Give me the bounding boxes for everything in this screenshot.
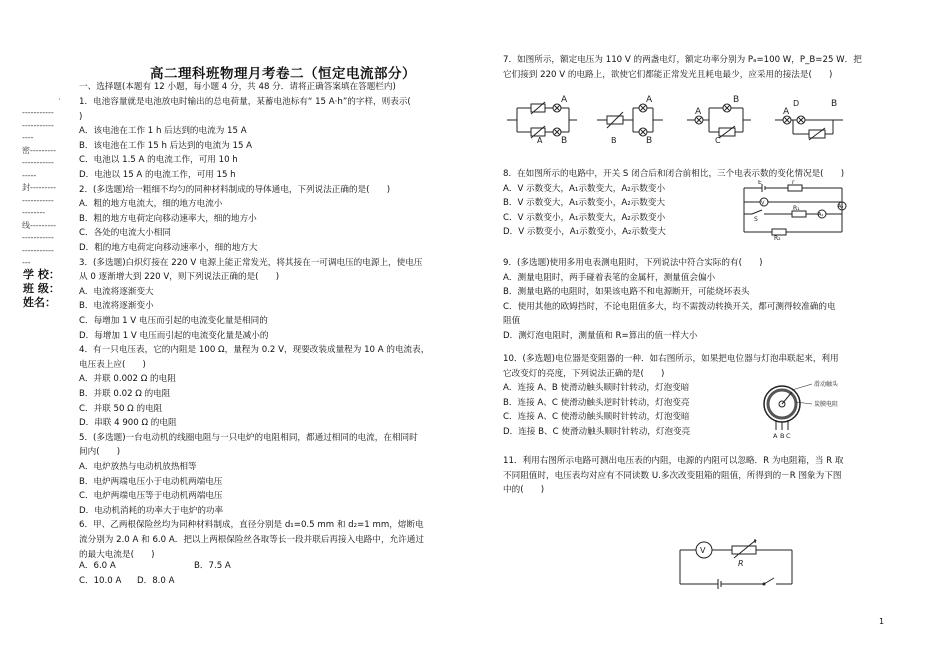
question-line: B．电流将逐渐变小 [79, 301, 154, 312]
question-line: 的最大电流是( ) [79, 549, 155, 560]
margin-line-segment: ----- [22, 170, 37, 180]
q10-ring-label: 炭膜电阻 [814, 401, 839, 408]
q7-circuit-d [775, 116, 843, 140]
question-line: 流分别为 2.0 A 和 6.0 A．把以上两根保险丝各取等长一段并联后再接入电路中，允许通过 [79, 535, 424, 545]
page-title: 高二理科班物理月考卷二（恒定电流部分） [150, 66, 416, 82]
class-label: 班 级： [23, 282, 60, 295]
q6-option-b: B．7.5 A [194, 561, 231, 571]
q7-lamp-b-label: B [561, 136, 568, 144]
margin-line-segment: 线--------- [22, 220, 56, 230]
q6-option-d: D．8.0 A [137, 576, 175, 586]
question-line: 4．有一只电压表，它的内阻是 100 Ω，量程为 0.2 V，现要改装成量程为 10 A 的电流表， [79, 345, 430, 356]
q7-circuit-b [597, 104, 663, 136]
q8-label-r: r [792, 180, 795, 186]
name-label: 姓名： [23, 296, 56, 309]
q7-option-b: B [611, 136, 617, 144]
q8-label-r2: R₂ [774, 235, 781, 240]
question-line: 1．电池容量就是电池放电时输出的总电荷量，某蓄电池标有“ 15 A·h”的字样，则表示( [79, 97, 411, 107]
question-line: C．并联 50 Ω 的电阻 [79, 403, 163, 414]
question-line: C．电池以 1.5 A 的电流工作，可用 10 h [79, 155, 238, 166]
school-label: 学 校： [23, 268, 60, 281]
question-line: C．每增加 1 V 电压而引起的电流变化量是相同的 [79, 316, 268, 326]
margin-line-segment: -------- [22, 208, 46, 217]
question-line: 2．(多选题)给一粗细不均匀的同种材料制成的导体通电，下列说法正确的是( ) [79, 184, 391, 195]
question-line: 6．甲、乙两根保险丝均为同种材料制成，直径分别是 d₁=0.5 mm 和 d₂=1 mm，熔断电 [79, 520, 424, 531]
question-line: B．电炉两端电压小于电动机两端电压 [79, 476, 223, 487]
q8-label-v: V [761, 200, 765, 207]
q6-option-a: A．6.0 A [79, 561, 116, 571]
q10-slider-label: 滑动触头 [814, 381, 839, 388]
question-line: 间内( ) [79, 447, 121, 458]
question-line: A．该电池在工作 1 h 后达到的电流为 15 A [79, 126, 247, 137]
question-line: D．电动机消耗的功率大于电炉的功率 [79, 505, 224, 516]
margin-line-segment: ---- [22, 133, 34, 142]
q7-lamp-a-label: A [561, 95, 568, 105]
question-line: A．测量电阻时，两手碰着表笔的金属杆，测量值会偏小 [503, 272, 716, 283]
question-line: C．各处的电流大小相同 [79, 228, 171, 239]
q7-lamp-a-label: A [783, 107, 790, 117]
question-line: 阻值 [503, 316, 521, 327]
question-line: 3．(多选题)白炽灯接在 220 V 电源上能正常发光，将其接在一可调电压的电源上，使电压 [79, 257, 423, 268]
question-line: 7．如图所示，额定电压为 110 V 的两盏电灯，额定功率分别为 Pₐ=100 W，P_B=25 W．把 [503, 55, 862, 65]
question-line: D．每增加 1 V 电压而引起的电流变化量是减小的 [79, 330, 269, 341]
margin-line-segment: 密--------- [22, 145, 56, 155]
question-line: 10．(多选题)电位器是变阻器的一种．如右图所示，如果把电位器与灯泡串联起来，利用 [503, 354, 839, 364]
q8-label-e: E [758, 180, 762, 186]
question-line: 中的( ) [503, 485, 545, 496]
question-line: D．测灯泡电阻时，测量值和 R=算出的值一样大小 [503, 331, 698, 341]
question-line: 5．(多选题)一台电动机的线圈电阻与一只电炉的电阻相同，都通过相同的电流，在相同时 [79, 432, 418, 443]
question-line: 它们接到 220 V 的电路上，欲使它们都能正常发光且耗电最少，应采用的接法是( ) [503, 69, 833, 80]
q11-resistor-label: R [738, 559, 744, 568]
margin-line-segment: ----------- [22, 233, 54, 242]
question-line: B．测量电路的电阻时，如果该电路不和电源断开，可能烧坏表头 [503, 287, 750, 298]
q7-lamp-b-label: B [646, 136, 653, 144]
question-line: ) [79, 111, 83, 122]
q7-lamp-b-label: B [733, 95, 740, 105]
question-line: B．连接 A、C 使滑动触头逆时针转动，灯泡变亮 [503, 397, 690, 408]
q7-lamp-a-label: A [695, 107, 702, 117]
question-line: B．V 示数变大，A₁示数变小，A₂示数变大 [503, 198, 666, 209]
question-line: C．连接 A、C 使滑动触头顺时针转动，灯泡变暗 [503, 412, 690, 423]
q7-option-d: D [793, 99, 800, 108]
q11-circuit [674, 536, 804, 592]
q10-terminal-b: B [780, 432, 785, 440]
page-number: 1 [879, 617, 885, 626]
margin-line-segment: ----------- [22, 195, 54, 205]
question-line: D．连接 B、C 使滑动触头顺时针转动，灯泡变亮 [503, 427, 691, 437]
q8-circuit [738, 180, 858, 240]
margin-line-segment: ----------- [22, 158, 54, 167]
q8-label-r1: R₁ [793, 205, 800, 212]
question-line: A．电炉放热与电动机放热相等 [79, 462, 197, 472]
q7-option-c: C [715, 136, 721, 144]
margin-dot: · [58, 95, 61, 104]
margin-line-segment: ----------- [22, 108, 54, 117]
question-line: 8．在如图所示的电路中，开关 S 闭合后和闭合前相比，三个电表示数的变化情况是( ) [503, 169, 845, 179]
question-line: A．粗的地方电流大，细的地方电流小 [79, 199, 223, 210]
margin-line-segment: ----------- [22, 245, 54, 255]
q8-label-a1: A₁ [818, 212, 824, 218]
q7-circuits [503, 92, 873, 144]
q7-option-a: A [537, 136, 543, 144]
question-line: C．使用其他的欧姆挡时，不论电阻值多大，均不需拨动转换开关，都可测得较准确的电 [503, 301, 836, 312]
q7-circuit-a [507, 102, 577, 138]
q10-terminal-a: A [773, 432, 778, 440]
margin-line-segment: ----------- [22, 120, 54, 130]
question-line: 它改变灯的亮度，下列说法正确的是( ) [503, 368, 665, 379]
question-line: D．V 示数变小，A₁示数变小，A₂示数变大 [503, 227, 666, 238]
question-line: D．电池以 15 A 的电流工作，可用 15 h [79, 170, 236, 180]
question-line: A．电流将逐渐变大 [79, 286, 154, 297]
question-line: C．V 示数变小，A₁示数变大，A₂示数变小 [503, 212, 666, 223]
q8-label-s: S [754, 216, 758, 223]
question-line: A．并联 0.002 Ω 的电阻 [79, 374, 176, 385]
question-line: D．粗的地方电荷定向移动速率小，细的地方大 [79, 243, 258, 253]
question-line: 电压表上应( ) [79, 359, 146, 370]
question-line: 9．(多选题)使用多用电表测电阻时，下列说法中符合实际的有( ) [503, 258, 763, 268]
margin-line-segment: --- [22, 258, 31, 267]
question-line: B．并联 0.02 Ω 的电阻 [79, 389, 171, 399]
question-line: 从 0 逐渐增大到 220 V，则下列说法正确的是( ) [79, 272, 280, 283]
q8-label-a2: A₂ [838, 204, 844, 210]
q6-option-c: C．10.0 A [79, 576, 122, 586]
q10-terminal-c: C [786, 432, 791, 440]
question-line: B．粗的地方电荷定向移动速率大，细的地方小 [79, 213, 257, 224]
question-line: 11．利用右图所示电路可测出电压表的内阻，电源的内阻可以忽略．R 为电阻箱，当 R 取 [503, 456, 844, 466]
q7-lamp-b-label: B [831, 99, 838, 109]
q7-lamp-a-label: A [646, 95, 653, 105]
section-heading: 一、选择题(本题有 12 小题，每小题 4 分，共 48 分．请将正确答案填在答题栏内) [79, 82, 396, 92]
question-line: B．该电池在工作 15 h 后达到的电流为 15 A [79, 140, 253, 151]
question-line: C．电炉两端电压等于电动机两端电压 [79, 491, 223, 502]
question-line: A．连接 A、B 使滑动触头顺时针转动，灯泡变暗 [503, 383, 690, 394]
question-line: 不同阻值时，电压表均对应有不同读数 U.多次改变阻箱的阻值，所得到的－R 图象为下图 [503, 470, 842, 481]
question-line: A．V 示数变大，A₁示数变大，A₂示数变小 [503, 183, 666, 194]
q10-potentiometer [762, 376, 872, 442]
question-line: D．串联 4 900 Ω 的电阻 [79, 418, 177, 429]
q11-voltmeter-label: V [700, 546, 706, 555]
margin-line-segment: 封--------- [22, 183, 56, 192]
